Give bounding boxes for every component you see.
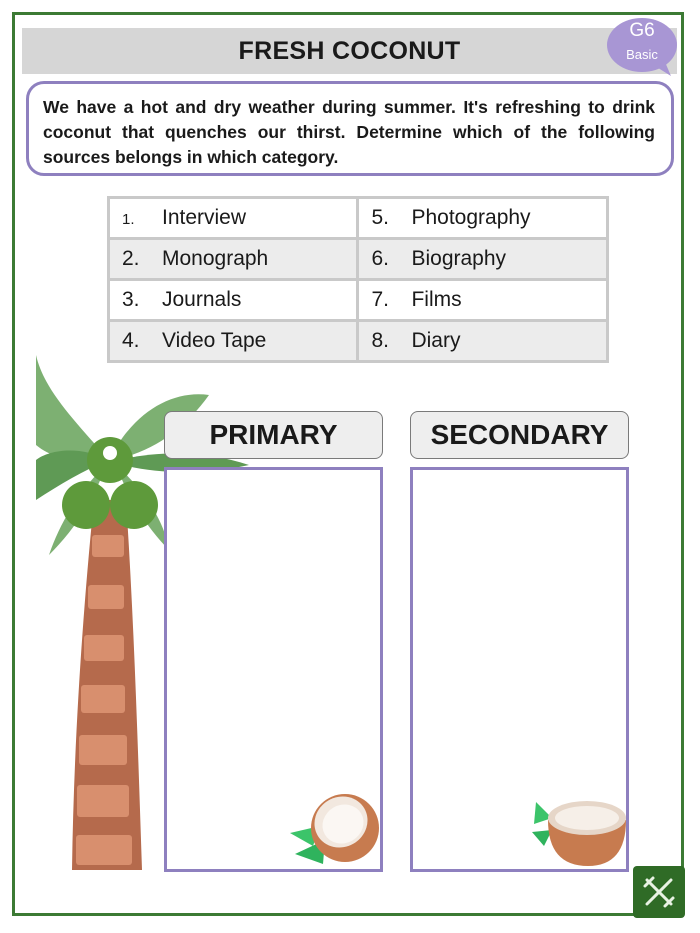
- table-row: [109, 239, 608, 280]
- source-label: Films: [411, 288, 462, 311]
- source-number: 7.: [371, 288, 389, 311]
- source-cell: [109, 239, 358, 280]
- source-number: 3.: [122, 288, 140, 311]
- source-cell: [109, 280, 358, 321]
- brand-logo: [633, 866, 685, 918]
- title-bar: [22, 28, 677, 74]
- source-number: 1.: [122, 211, 135, 228]
- secondary-answer-box[interactable]: [410, 467, 629, 872]
- source-cell: [358, 239, 608, 280]
- source-number: 5.: [371, 206, 389, 229]
- source-label: Diary: [411, 329, 461, 352]
- worksheet-title: FRESH COCONUT: [238, 37, 461, 65]
- source-cell: [358, 198, 608, 239]
- coconut-half-icon: [285, 788, 381, 866]
- source-cell: [358, 321, 608, 362]
- sources-table: [107, 196, 609, 363]
- primary-answer-box[interactable]: [164, 467, 383, 872]
- coconut-half-icon: [530, 788, 630, 868]
- instructions-text: We have a hot and dry weather during summer. It's refreshing to drink coconut that quenches our thirst. Determine which of the following sources belongs in which category.: [26, 81, 674, 176]
- source-number: 4.: [122, 329, 140, 352]
- table-row: [109, 280, 608, 321]
- source-cell: [358, 280, 608, 321]
- pencil-ruler-icon: [633, 866, 685, 918]
- level-label: Basic: [626, 47, 658, 62]
- source-number: 6.: [371, 247, 389, 270]
- source-number: 8.: [371, 329, 389, 352]
- primary-heading: PRIMARY: [164, 411, 383, 459]
- table-row: [109, 321, 608, 362]
- table-row: [109, 198, 608, 239]
- grade-label: G6: [629, 20, 655, 41]
- source-label: Interview: [162, 206, 247, 229]
- source-label: Monograph: [162, 247, 269, 270]
- source-cell: [109, 321, 358, 362]
- source-label: Journals: [162, 288, 242, 311]
- source-label: Video Tape: [162, 329, 267, 352]
- secondary-heading: SECONDARY: [410, 411, 629, 459]
- source-label: Biography: [411, 247, 507, 270]
- source-label: Photography: [411, 206, 531, 229]
- source-cell: [109, 198, 358, 239]
- source-number: 2.: [122, 247, 140, 270]
